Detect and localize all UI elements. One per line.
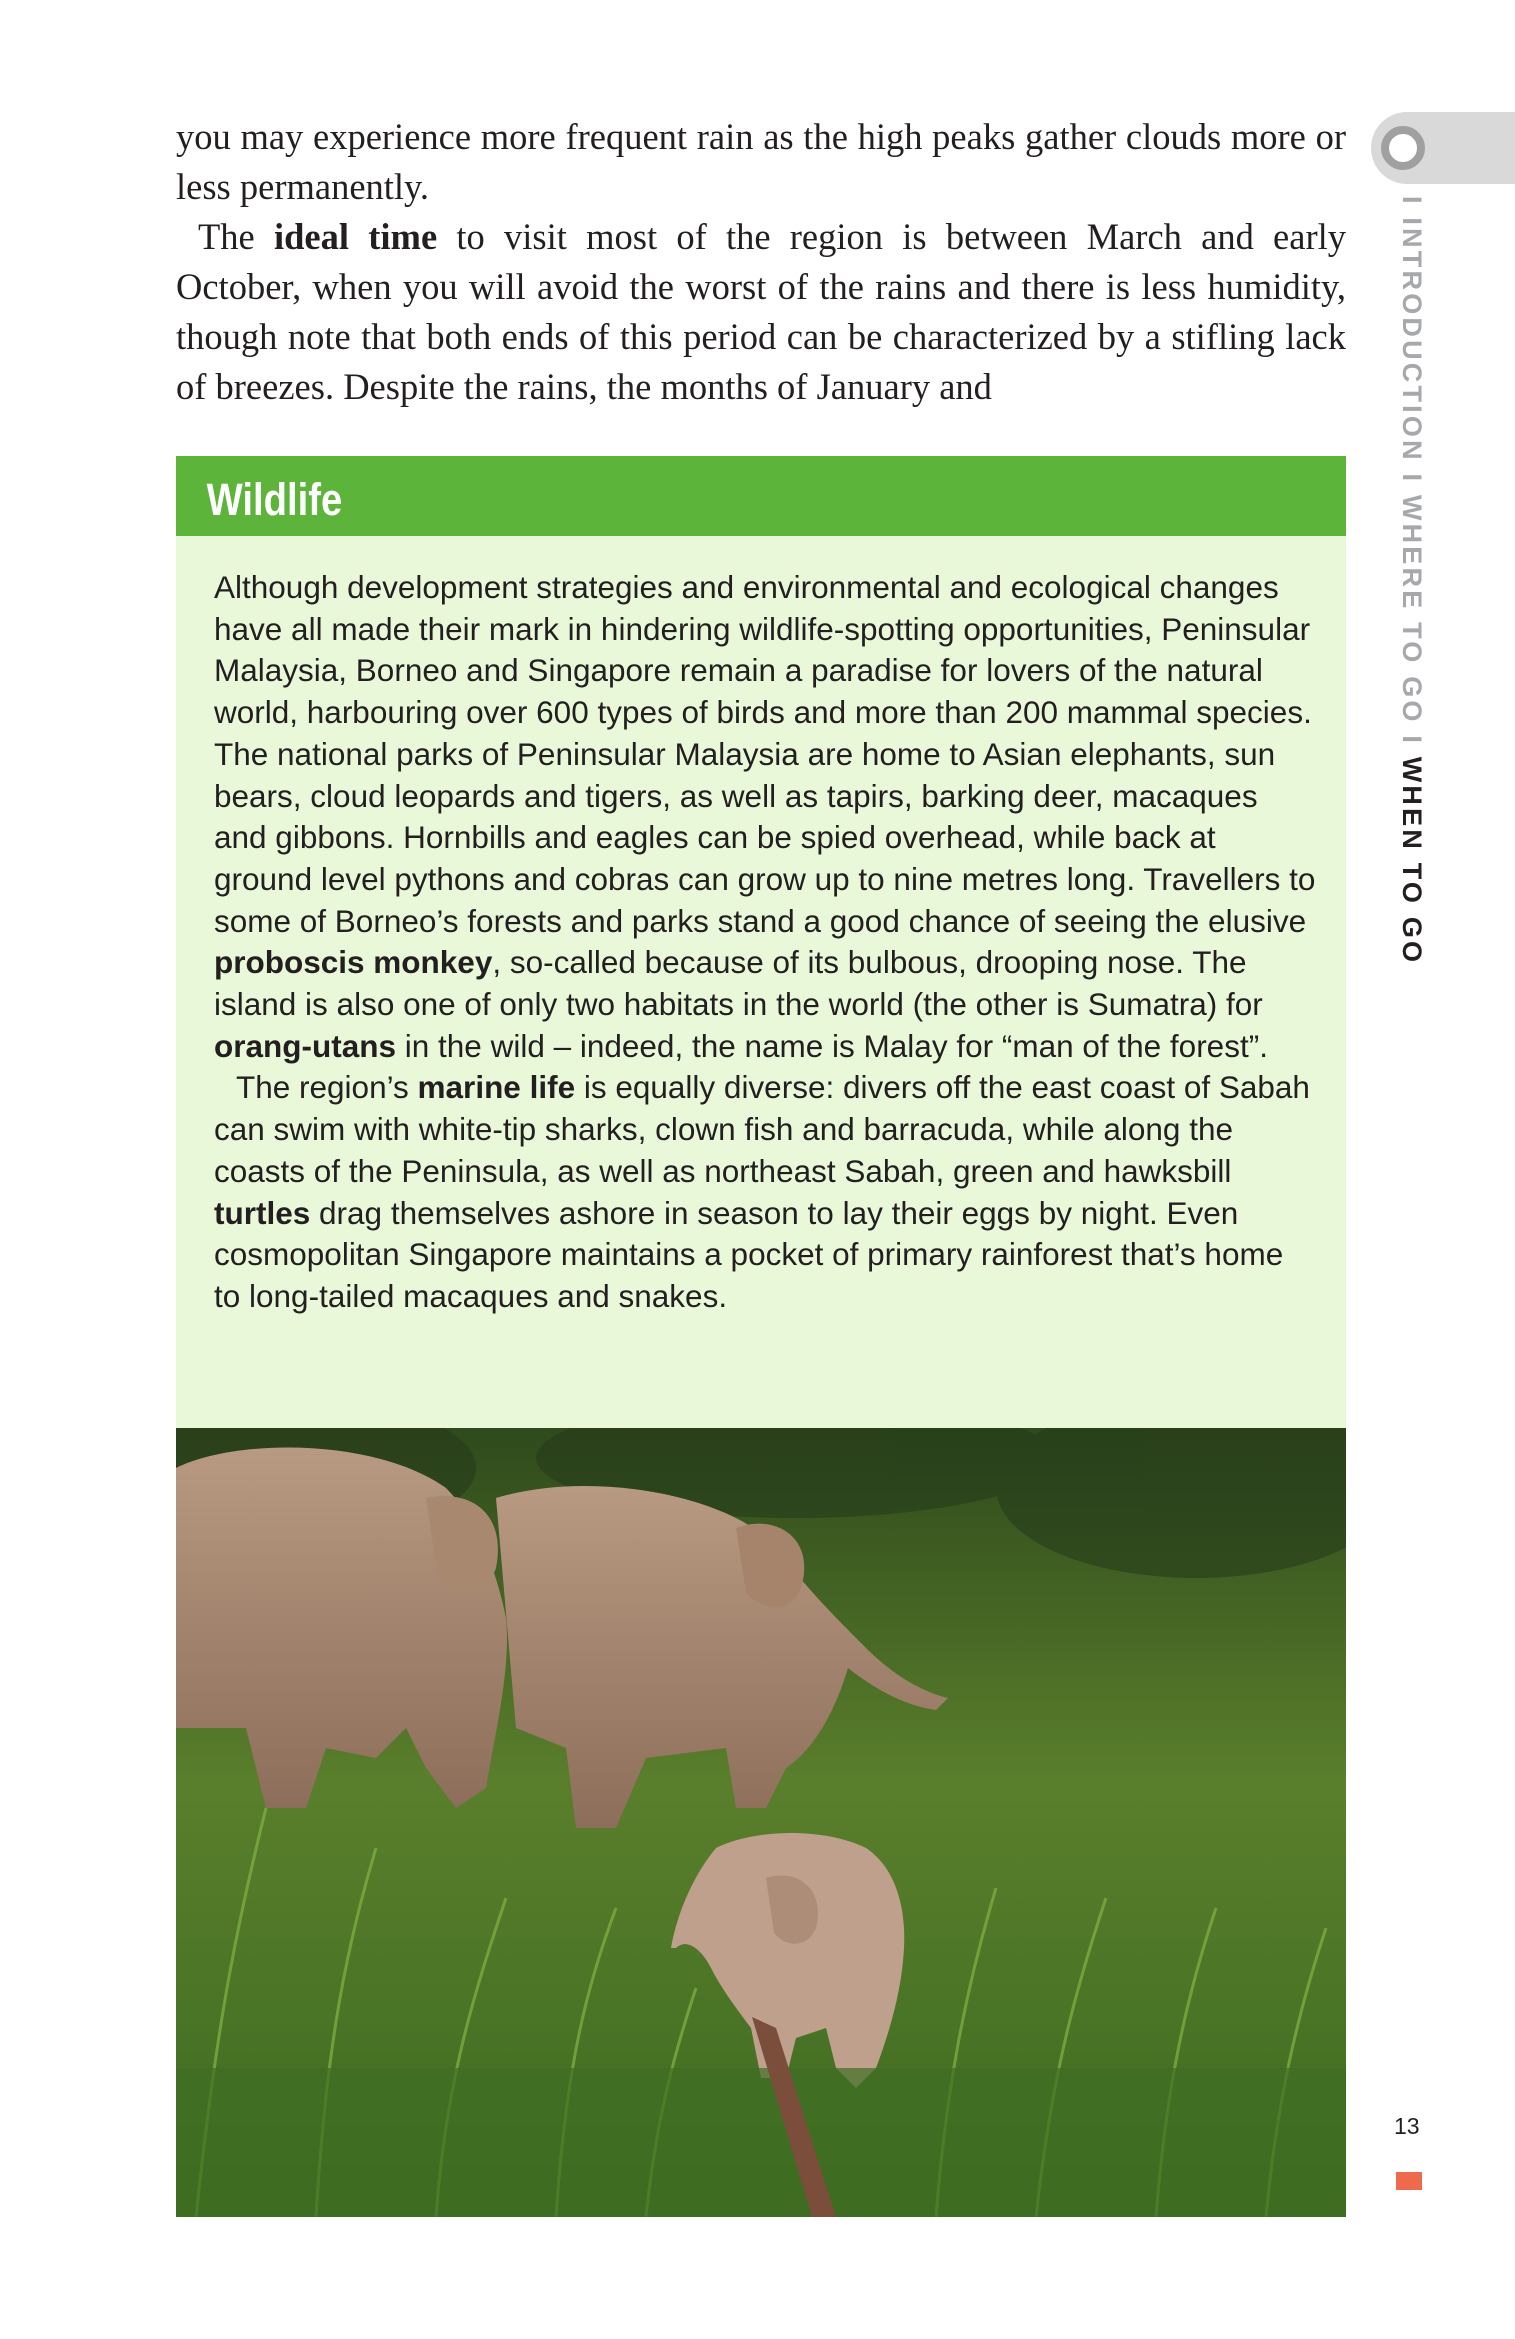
wildlife-text: Although development strategies and environmental and ecological changes have all made their mark in hindering wildlife-spotting opportunities, Peninsular Malaysia, Borneo and Singapore remain a paradise for lovers of the natural world, harbouring over 600 types of birds and more than 200 mammal species. The national parks of Peninsular Malaysia are home to Asian elephants, sun bears, cloud leopards and tigers, as well as tapirs, barking deer, macaques and gibbons. Hornbills and eagles can be spied overhead, while back at ground level pythons and cobras can grow up to nine metres long. Travellers to some of Borneo’s forests and parks stand a good chance of seeing the elusive <box>214 569 1316 939</box>
intro-emphasis: ideal time <box>273 216 438 257</box>
wildlife-text: drag themselves ashore in season to lay their eggs by night. Even cosmopolitan Singapore maintains a pocket of primary rainforest that’s home to long-tailed macaques and snakes. <box>214 1194 1284 1314</box>
wildlife-emphasis: marine life <box>417 1069 576 1106</box>
elephants-photo <box>176 1428 1346 2217</box>
breadcrumb-separator: I <box>1397 196 1427 218</box>
wildlife-text: in the wild – indeed, the name is Malay for “man of the forest”. <box>396 1027 1268 1064</box>
wildlife-box <box>176 536 1346 1428</box>
wildlife-box-header <box>176 456 1346 536</box>
intro-paragraph-1: you may experience more frequent rain as the high peaks gather clouds more or less permanently. <box>176 116 1346 207</box>
breadcrumb <box>1396 196 1427 965</box>
wildlife-emphasis: orang-utans <box>214 1027 397 1064</box>
section-tab <box>1371 112 1515 184</box>
intro-paragraph-2 <box>176 212 1346 412</box>
intro-text: to visit most of the region is between March and early October, when you will avoid the worst of the rains and there is less humidity, though note that both ends of this period can be characterized by a stifling lack of breezes. Despite the rains, the months of January and <box>176 216 1347 407</box>
intro-text: The <box>198 216 274 257</box>
page-marker <box>1396 2172 1422 2190</box>
wildlife-paragraph-1 <box>214 567 1316 1067</box>
breadcrumb-where-to-go: WHERE TO GO <box>1397 494 1427 725</box>
wildlife-box-title: Wildlife <box>206 474 343 525</box>
wildlife-text: The region’s <box>236 1069 418 1106</box>
section-tab-dot-icon <box>1381 126 1425 170</box>
body-text <box>176 112 1346 412</box>
breadcrumb-when-to-go: WHEN TO GO <box>1397 756 1427 966</box>
breadcrumb-separator: I <box>1397 462 1427 495</box>
wildlife-emphasis: turtles <box>214 1194 311 1231</box>
wildlife-paragraph-2 <box>214 1067 1316 1317</box>
wildlife-text: , so-called because of its bulbous, drooping nose. The island is also one of only two habitats in the world (the other is Sumatra) for <box>214 944 1263 1023</box>
wildlife-text: is equally diverse: divers off the east coast of Sabah can swim with white-tip sharks, clown fish and barracuda, while along the coasts of the Peninsula, as well as northeast Sabah, green and hawksbill <box>214 1069 1310 1189</box>
breadcrumb-introduction: INTRODUCTION <box>1397 217 1427 463</box>
breadcrumb-separator: I <box>1397 724 1427 757</box>
page-number: 13 <box>1394 2113 1420 2139</box>
grass-foreground <box>176 2068 1346 2217</box>
wildlife-emphasis: proboscis monkey <box>214 944 493 981</box>
